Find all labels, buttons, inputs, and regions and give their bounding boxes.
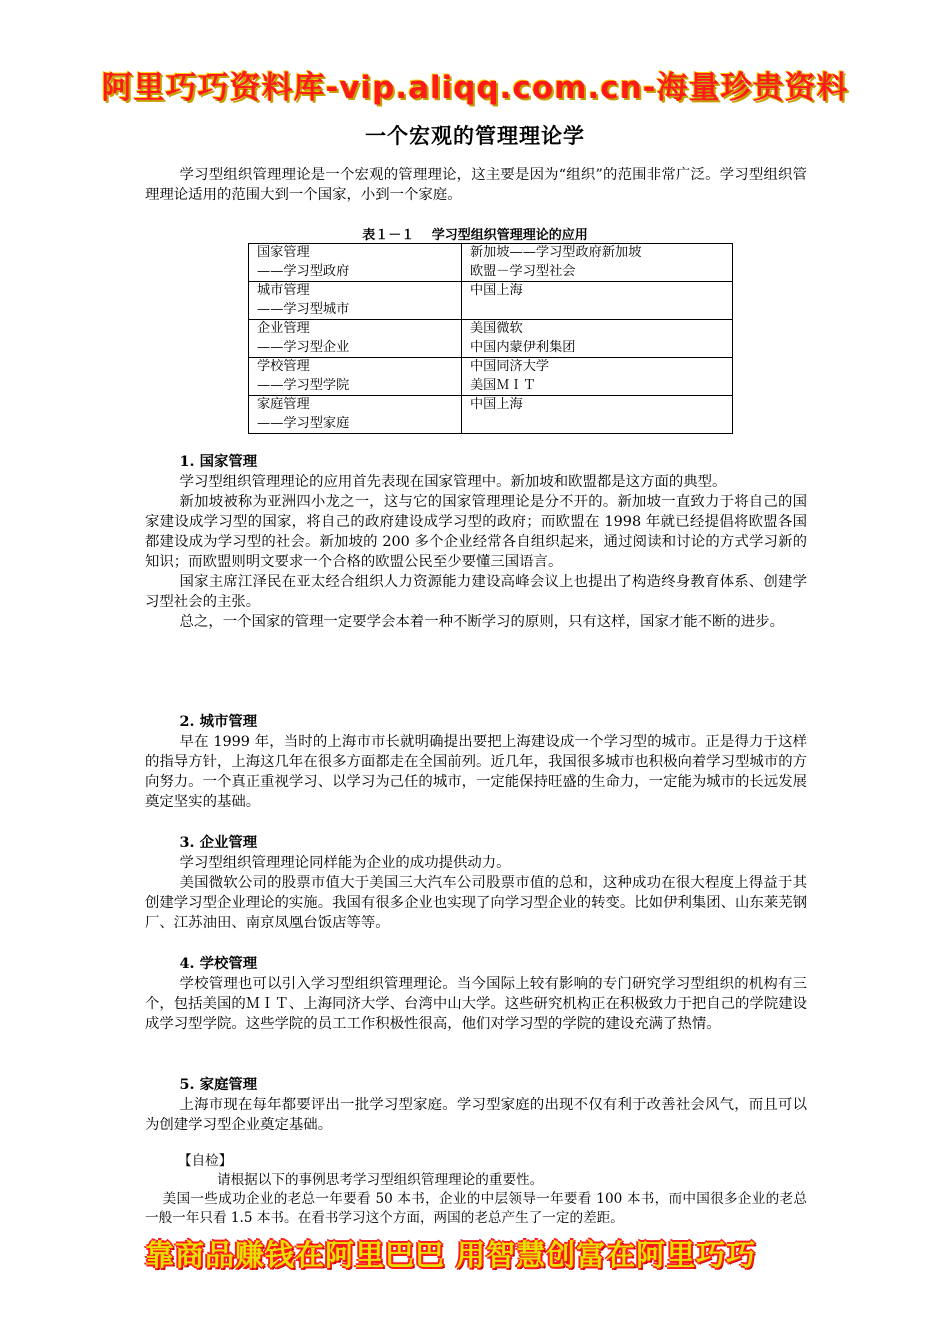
section-heading: 2. 城市管理 bbox=[179, 713, 258, 730]
self-check-tag: 【自检】 bbox=[178, 1153, 233, 1169]
table-cell-category bbox=[249, 244, 462, 282]
cell-line: ——学习型学院 bbox=[257, 377, 350, 393]
banner-bottom: 靠商品赚钱在阿里巴巴 用智慧创富在阿里巧巧 bbox=[145, 1238, 757, 1272]
section-city bbox=[145, 712, 807, 812]
cell-line: 中国内蒙伊利集团 bbox=[470, 339, 576, 355]
cell-line: 学校管理 bbox=[257, 359, 310, 374]
banner-top: 阿里巧巧资料库-vip.aliqq.com.cn-海量珍贵资料 bbox=[101, 70, 849, 106]
cell-line: 中国上海 bbox=[470, 397, 523, 412]
section-paragraph: 上海市现在每年都要评出一批学习型家庭。学习型家庭的出现不仅有利于改善社会风气，而且可以为创建学习型企业奠定基础。 bbox=[145, 1097, 807, 1133]
section-national bbox=[145, 452, 807, 632]
table-row bbox=[249, 282, 733, 320]
section-heading: 1. 国家管理 bbox=[179, 453, 258, 470]
table-cell-category bbox=[249, 282, 462, 320]
table-cell-example bbox=[462, 320, 733, 358]
table-cell-category bbox=[249, 320, 462, 358]
section-paragraph: 国家主席江泽民在亚太经合组织人力资源能力建设高峰会议上也提出了构造终身教育体系、创建学习型社会的主张。 bbox=[145, 574, 807, 610]
section-paragraph: 学校管理也可以引入学习型组织管理理论。当今国际上较有影响的专门研究学习型组织的机构有三个，包括美国的ＭＩＴ、上海同济大学、台湾中山大学。这些研究机构正在积极致力于把自己的学院建设成学习型学院。这些学院的员工工作积极性很高，他们对学习型的学院的建设充满了热情。 bbox=[145, 976, 807, 1032]
cell-line: 美国微软 bbox=[470, 321, 523, 336]
section-enterprise bbox=[145, 833, 807, 933]
cell-line: 欧盟－学习型社会 bbox=[470, 263, 576, 279]
cell-line: 中国上海 bbox=[470, 283, 523, 298]
cell-line: 家庭管理 bbox=[257, 397, 310, 412]
table-cell-example bbox=[462, 358, 733, 396]
section-heading: 4. 学校管理 bbox=[179, 955, 258, 972]
cell-line: 国家管理 bbox=[257, 245, 310, 260]
table-cell-category bbox=[249, 358, 462, 396]
table-caption: 表１－１ 学习型组织管理理论的应用 bbox=[362, 228, 588, 243]
cell-line: 美国ＭＩＴ bbox=[470, 377, 536, 393]
section-paragraph: 新加坡被称为亚洲四小龙之一，这与它的国家管理理论是分不开的。新加坡一直致力于将自己的国家建设成学习型的国家，将自己的政府建设成学习型的政府；而欧盟在 1998 年就已经提倡将欧盟各国都建设成为学习型的社会。新加坡的 200 多个企业经常各自组织起来，通过阅读和讨论的方式学习新的知识；而欧盟则明文要求一个合格的欧盟公民至少要懂三国语言。 bbox=[145, 494, 807, 570]
section-paragraph: 早在 1999 年，当时的上海市市长就明确提出要把上海建设成一个学习型的城市。正是得力于这样的指导方针，上海这几年在很多方面都走在全国前列。近几年，我国很多城市也积极向着学习型城市的方向努力。一个真正重视学习、以学习为己任的城市，一定能保持旺盛的生命力，一定能为城市的长远发展奠定坚实的基础。 bbox=[145, 734, 807, 810]
intro-paragraph: 学习型组织管理理论是一个宏观的管理理论，这主要是因为“组织”的范围非常广泛。学习型组织管理理论适用的范围大到一个国家，小到一个家庭。 bbox=[145, 167, 807, 203]
section-paragraph: 美国微软公司的股票市值大于美国三大汽车公司股票市值的总和，这种成功在很大程度上得益于其创建学习型企业理论的实施。我国有很多企业也实现了向学习型企业的转变。比如伊利集团、山东莱芜钢厂、江苏油田、南京凤凰台饭店等等。 bbox=[145, 875, 807, 931]
section-paragraph: 学习型组织管理理论的应用首先表现在国家管理中。新加坡和欧盟都是这方面的典型。 bbox=[179, 474, 727, 490]
page-title: 一个宏观的管理理论学 bbox=[365, 123, 585, 148]
table-cell-example bbox=[462, 396, 733, 434]
cell-line: ——学习型城市 bbox=[257, 301, 350, 317]
application-table bbox=[248, 243, 733, 434]
cell-line bbox=[470, 415, 724, 434]
table-cell-example bbox=[462, 244, 733, 282]
section-heading: 5. 家庭管理 bbox=[179, 1076, 258, 1093]
section-school bbox=[145, 954, 807, 1034]
section-family bbox=[145, 1075, 807, 1135]
cell-line: 企业管理 bbox=[257, 321, 310, 336]
table-row bbox=[249, 244, 733, 282]
self-check-question: 请根据以下的事例思考学习型组织管理理论的重要性。 bbox=[217, 1172, 544, 1188]
cell-line: ——学习型政府 bbox=[257, 263, 350, 279]
table-row bbox=[249, 320, 733, 358]
intro-block bbox=[145, 165, 807, 205]
cell-line: 新加坡——学习型政府新加坡 bbox=[470, 245, 642, 260]
table-row bbox=[249, 396, 733, 434]
self-check-block bbox=[145, 1152, 807, 1228]
cell-line: 中国同济大学 bbox=[470, 359, 550, 374]
cell-line: ——学习型企业 bbox=[257, 339, 350, 355]
section-paragraph: 学习型组织管理理论同样能为企业的成功提供动力。 bbox=[179, 855, 511, 871]
self-check-example: 美国一些成功企业的老总一年要看 50 本书，企业的中层领导一年要看 100 本书，而中国很多企业的老总一般一年只看 1.5 本书。在看书学习这个方面，两国的老总产生了一定的差距。 bbox=[145, 1191, 807, 1226]
cell-line: ——学习型家庭 bbox=[257, 415, 350, 431]
table-row bbox=[249, 358, 733, 396]
cell-line bbox=[470, 301, 724, 320]
section-paragraph: 总之，一个国家的管理一定要学会本着一种不断学习的原则，只有这样，国家才能不断的进步。 bbox=[179, 614, 784, 630]
table-cell-example bbox=[462, 282, 733, 320]
cell-line: 城市管理 bbox=[257, 283, 310, 298]
section-heading: 3. 企业管理 bbox=[179, 834, 258, 851]
table-cell-category bbox=[249, 396, 462, 434]
